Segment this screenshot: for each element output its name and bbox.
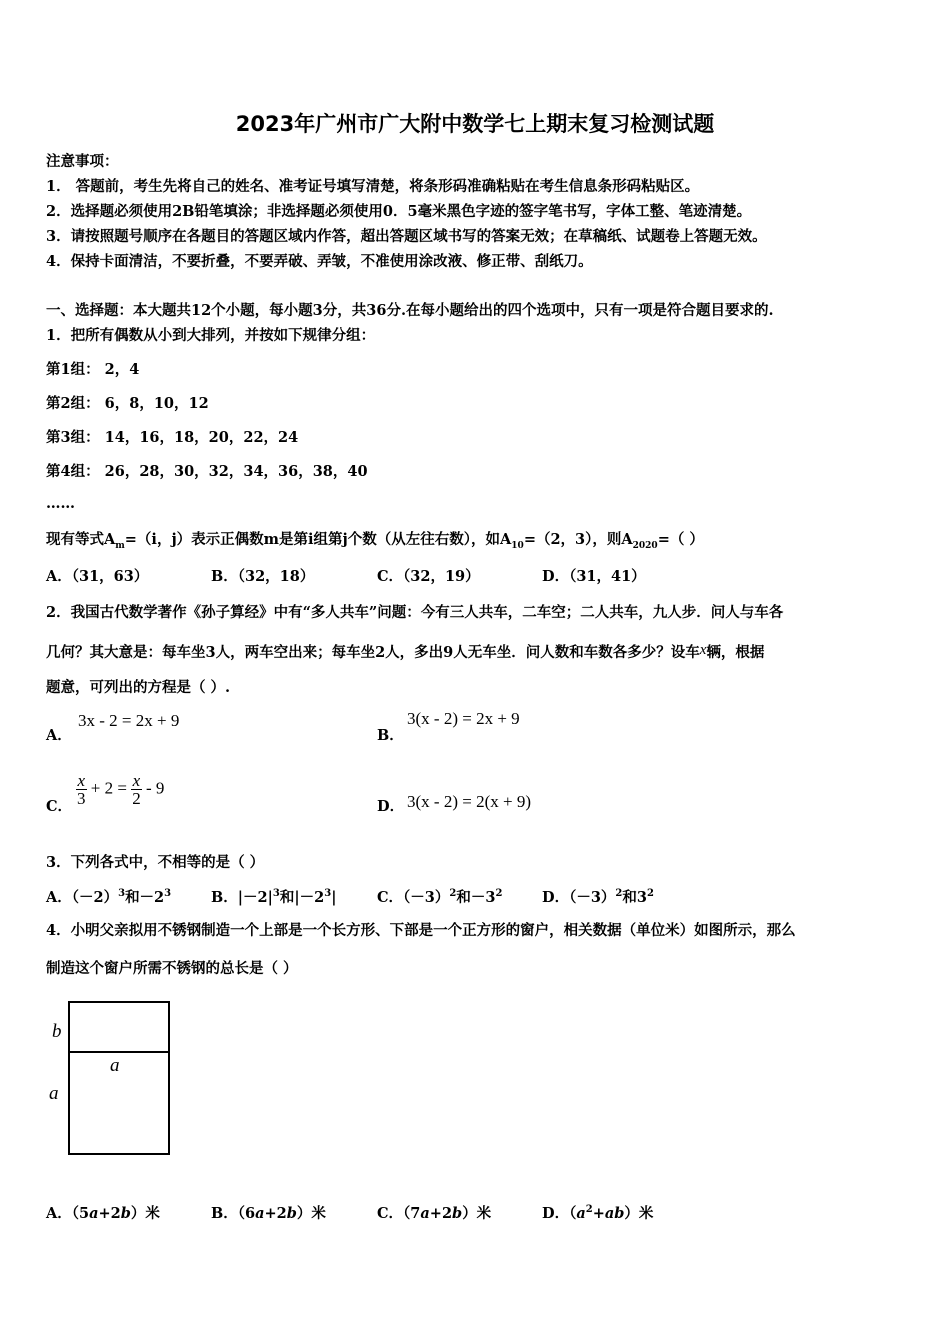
- q3-option-a[interactable]: A．$(-2)^3$和$-2^3$: [46, 888, 172, 906]
- q3-option-b[interactable]: B．$|-2|^3$和$|-2^3|$: [211, 888, 337, 906]
- q1-ellipsis: ……: [46, 495, 75, 512]
- window-frame: [69, 1002, 169, 1154]
- q3-option-c[interactable]: C．$(-3)^2$和$-3^2$: [377, 888, 503, 906]
- q2-option-a-equation[interactable]: 3x - 2 = 2x + 9: [78, 711, 180, 730]
- notice-heading: 注意事项：: [46, 153, 119, 170]
- q3-option-d[interactable]: D．$(-3)^2$和$3^2$: [542, 888, 654, 906]
- window-figure: [40, 995, 180, 1160]
- q4-option-c[interactable]: C．（7a+2b）米: [377, 1205, 492, 1222]
- q4-stem-line: 制造这个窗户所需不锈钢的总长是（ ）: [46, 960, 298, 977]
- q2-option-d-equation[interactable]: 3(x - 2) = 2(x + 9): [407, 792, 531, 811]
- label-a-left: a: [49, 1083, 59, 1104]
- label-b: b: [52, 1021, 62, 1042]
- q2-option-a-label[interactable]: A．: [46, 727, 72, 744]
- q2-stem-line: 几何？其大意是：每车坐3人，两车空出来；每车坐2人，多出9人无车坐．问人数和车数各多少？设车x辆，根据: [46, 642, 765, 661]
- q3-stem: 3．下列各式中，不相等的是（ ）: [46, 854, 265, 871]
- notice-item: 3．请按照题号顺序在各题目的答题区域内作答，超出答题区域书写的答案无效；在草稿纸、试题卷上答题无效。: [46, 228, 767, 245]
- q2-option-c-equation[interactable]: $\frac{x}{3}$ + 2 = $\frac{x}{2}$ - 9: [77, 771, 165, 808]
- q1-stem: 1．把所有偶数从小到大排列，并按如下规律分组：: [46, 327, 376, 344]
- q2-option-b-label[interactable]: B．: [377, 727, 404, 744]
- q2-option-d-label[interactable]: D．: [377, 798, 405, 815]
- label-a-inner: a: [110, 1055, 120, 1076]
- q4-option-a[interactable]: A．（5a+2b）米: [46, 1205, 160, 1222]
- q1-group: 第2组： 6，8，10，12: [46, 395, 209, 412]
- q2-option-c-label[interactable]: C．: [46, 798, 73, 815]
- q2-stem-line: 2．我国古代数学著作《孙子算经》中有“多人共车”问题：今有三人共车，二车空；二人共车，九人步．问人与车各: [46, 604, 784, 621]
- q1-question: 现有等式$A_m=(i$，j）表示正偶数m是第i组第j个数（从左往右数），如$A_{10}=(2$，3），则$A_{2020}=$（ ）: [46, 531, 704, 551]
- notice-item: 4．保持卡面清洁，不要折叠，不要弄破、弄皱，不准使用涂改液、修正带、刮纸刀。: [46, 253, 593, 270]
- notice-item: 2．选择题必须使用2B铅笔填涂；非选择题必须使用0．5毫米黑色字迹的签字笔书写，字体工整、笔迹清楚。: [46, 203, 752, 220]
- notice-item: 1． 答题前，考生先将自己的姓名、准考证号填写清楚，将条形码准确粘贴在考生信息条形码粘贴区。: [46, 178, 700, 195]
- q4-stem-line: 4．小明父亲拟用不锈钢制造一个上部是一个长方形、下部是一个正方形的窗户，相关数据（单位米）如图所示，那么: [46, 922, 796, 939]
- q1-option-d[interactable]: D．（31，41）: [542, 568, 646, 585]
- q1-option-a[interactable]: A．（31，63）: [46, 568, 149, 585]
- page-title: 2023年广州市广大附中数学七上期末复习检测试题: [235, 112, 715, 136]
- q2-option-b-equation[interactable]: 3(x - 2) = 2x + 9: [407, 709, 520, 728]
- q4-option-d[interactable]: D．$(a^2+ab)$米: [542, 1204, 654, 1222]
- q1-group: 第3组： 14，16，18，20，22，24: [46, 429, 299, 446]
- section-heading: 一、选择题：本大题共12个小题，每小题3分，共36分.在每小题给出的四个选项中，只有一项是符合题目要求的.: [46, 302, 774, 319]
- q2-stem-line: 题意，可列出的方程是（ ）.: [46, 679, 231, 696]
- q4-option-b[interactable]: B．（6a+2b）米: [211, 1205, 326, 1222]
- q1-option-b[interactable]: B．（32，18）: [211, 568, 315, 585]
- q1-group: 第1组： 2，4: [46, 361, 140, 378]
- q1-group: 第4组： 26，28，30，32，34，36，38，40: [46, 463, 368, 480]
- q1-option-c[interactable]: C．（32，19）: [377, 568, 480, 585]
